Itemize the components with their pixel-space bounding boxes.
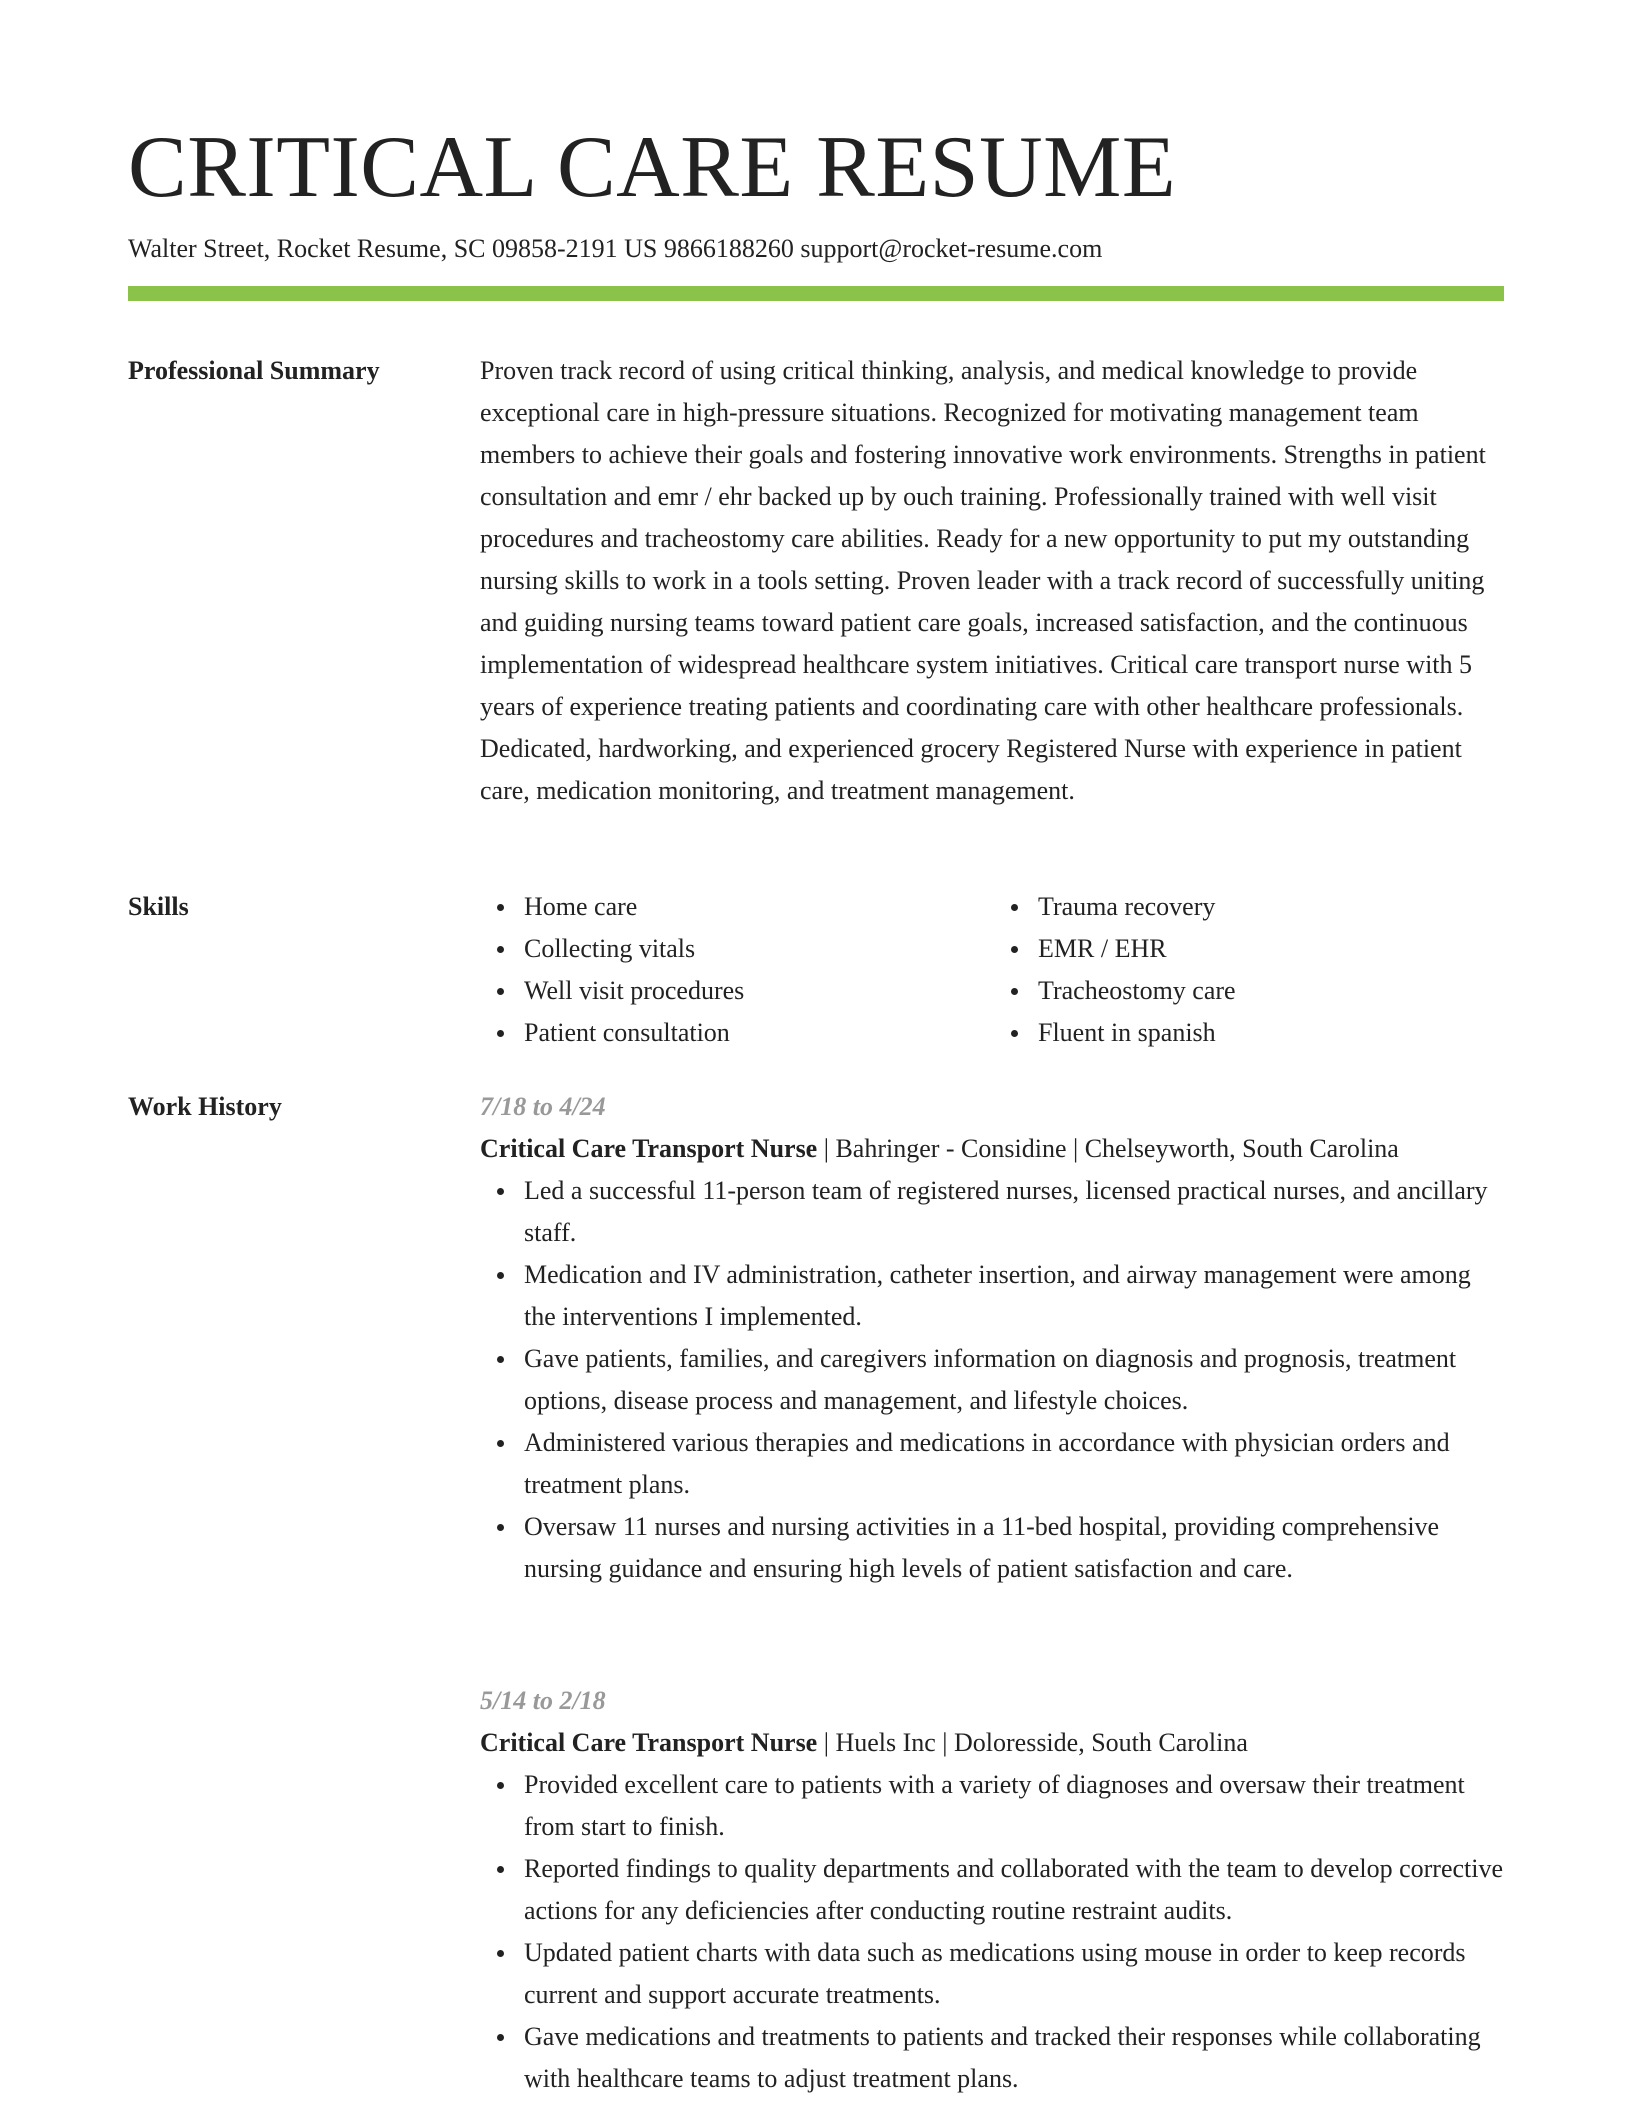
job-bullet: Led a successful 11-person team of registered nurses, licensed practical nurses, and ancillary staff. bbox=[524, 1170, 1508, 1254]
job-bullets bbox=[480, 1764, 1508, 2100]
job-title-line bbox=[480, 1128, 1508, 1170]
job-details: | Bahringer - Considine | Chelseyworth, South Carolina bbox=[817, 1134, 1399, 1163]
skill-item: Trauma recovery bbox=[1038, 886, 1508, 928]
job-bullet: Gave medications and treatments to patients and tracked their responses while collaborating with healthcare teams to adjust treatment plans. bbox=[524, 2016, 1508, 2100]
job-entry bbox=[480, 1086, 1508, 1590]
job-bullet: Administered various therapies and medications in accordance with physician orders and treatment plans. bbox=[524, 1422, 1508, 1506]
skill-item: Fluent in spanish bbox=[1038, 1012, 1508, 1054]
resume-title: CRITICAL CARE RESUME bbox=[128, 119, 1177, 216]
job-dates: 5/14 to 2/18 bbox=[480, 1686, 606, 1715]
summary-heading: Professional Summary bbox=[128, 356, 380, 385]
job-dates: 7/18 to 4/24 bbox=[480, 1092, 606, 1121]
header-divider bbox=[128, 286, 1504, 301]
skill-item: EMR / EHR bbox=[1038, 928, 1508, 970]
work-history-heading: Work History bbox=[128, 1092, 282, 1121]
job-title: Critical Care Transport Nurse bbox=[480, 1728, 818, 1757]
job-bullet: Provided excellent care to patients with a variety of diagnoses and oversaw their treatment from start to finish. bbox=[524, 1764, 1508, 1848]
job-bullet: Medication and IV administration, catheter insertion, and airway management were among the interventions I implemented. bbox=[524, 1254, 1508, 1338]
skills-list-left bbox=[480, 886, 994, 1054]
skills-heading: Skills bbox=[128, 892, 189, 921]
job-title-line bbox=[480, 1722, 1508, 1764]
summary-section bbox=[480, 350, 1508, 812]
skill-item: Home care bbox=[524, 886, 994, 928]
skill-item: Patient consultation bbox=[524, 1012, 994, 1054]
job-title: Critical Care Transport Nurse bbox=[480, 1134, 818, 1163]
job-bullet: Gave patients, families, and caregivers information on diagnosis and prognosis, treatment options, disease process and management, and lifestyle choices. bbox=[524, 1338, 1508, 1422]
job-bullet: Updated patient charts with data such as medications using mouse in order to keep records current and support accurate treatments. bbox=[524, 1932, 1508, 2016]
summary-text: Proven track record of using critical thinking, analysis, and medical knowledge to provide exceptional care in high-pressure situations. Recognized for motivating management team members to achieve their goals and fostering innovative work environments. Strengths in patient consultation and emr / ehr backed up by ouch training. Professionally trained with well visit procedures and tracheostomy care abilities. Ready for a new opportunity to put my outstanding nursing skills to work in a tools setting. Proven leader with a track record of successfully uniting and guiding nursing teams toward patient care goals, increased satisfaction, and the continuous implementation of widespread healthcare system initiatives. Critical care transport nurse with 5 years of experience treating patients and coordinating care with other healthcare professionals. Dedicated, hardworking, and experienced grocery Registered Nurse with experience in patient care, medication monitoring, and treatment management. bbox=[480, 356, 1486, 805]
job-bullet: Oversaw 11 nurses and nursing activities in a 11-bed hospital, providing comprehensive nursing guidance and ensuring high levels of patient satisfaction and care. bbox=[524, 1506, 1508, 1590]
job-entry bbox=[480, 1680, 1508, 2100]
skill-item: Collecting vitals bbox=[524, 928, 994, 970]
job-details: | Huels Inc | Doloresside, South Carolina bbox=[817, 1728, 1248, 1757]
skill-item: Well visit procedures bbox=[524, 970, 994, 1012]
skill-item: Tracheostomy care bbox=[1038, 970, 1508, 1012]
job-bullet: Reported findings to quality departments and collaborated with the team to develop corrective actions for any deficiencies after conducting routine restraint audits. bbox=[524, 1848, 1508, 1932]
job-bullets bbox=[480, 1170, 1508, 1590]
skills-section bbox=[480, 886, 1508, 1054]
skills-grid bbox=[480, 886, 1508, 1054]
contact-info: Walter Street, Rocket Resume, SC 09858-2191 US 9866188260 support@rocket-resume.com bbox=[128, 234, 1103, 263]
skills-list-right bbox=[994, 886, 1508, 1054]
